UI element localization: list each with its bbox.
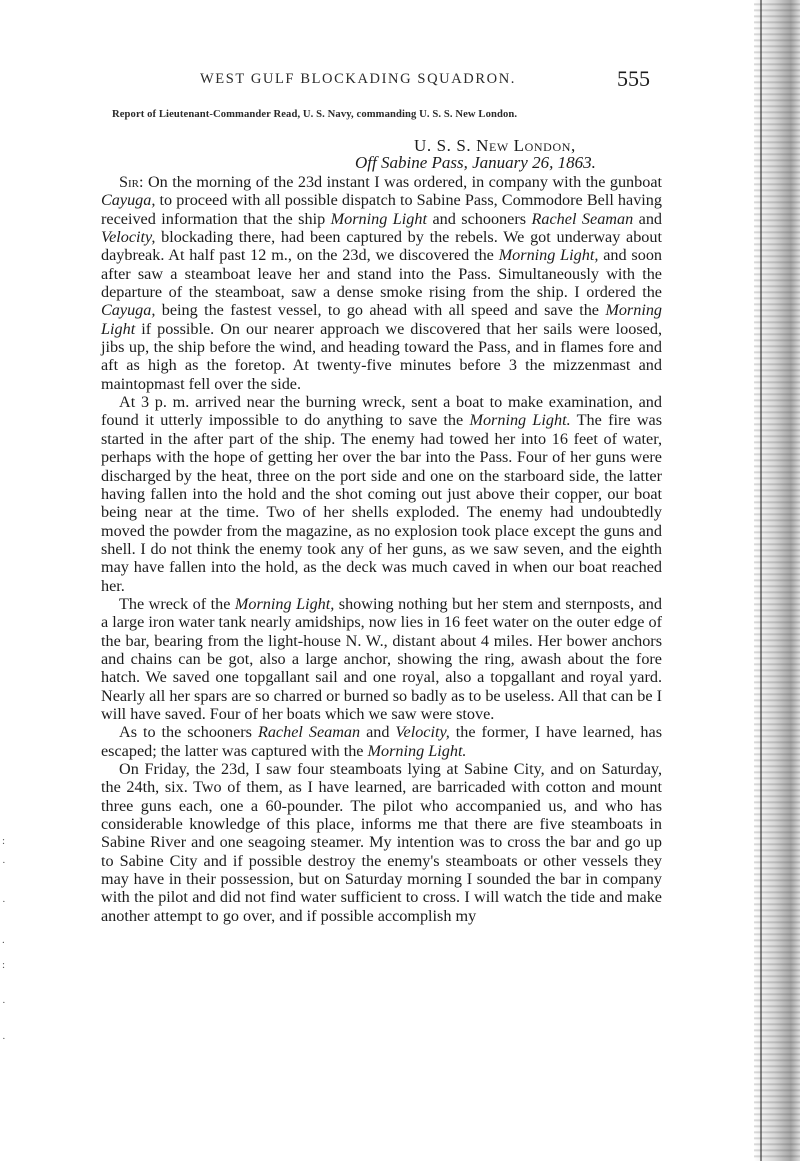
dateline-place-date: Off Sabine Pass, January 26, 1863.	[355, 153, 596, 172]
report-caption: Report of Lieutenant-Commander Read, U. S. Navy, commanding U. S. S. New London.	[112, 109, 518, 120]
page-number: 555	[617, 66, 650, 91]
margin-mark: :	[2, 959, 6, 971]
margin-mark: ·	[2, 857, 6, 869]
paragraph: At 3 p. m. arrived near the burning wreck, sent a boat to make examination, and found it utterly impossible to do anything to save the Morning Light. The fire was started in the after part of the ship. The enemy had towed her into 16 feet of water, perhaps with the hope of getting her over the bar into the Pass. Four of her guns were discharged by the heat, three on the port side and one on the starboard side, the latter having fallen into the hold and the shot coming out just above their copper, our boat being near at the time. Two of her shells exploded. The enemy had undoubtedly moved the powder from the magazine, as no explosion took place except the guns and shell. I do not think the enemy took any of her guns, as we saw seven, and the eighth may have fallen into the hold, as the deck was much caved in when our boat reached her.	[101, 393, 662, 595]
margin-mark: ·	[2, 1033, 6, 1045]
margin-mark: ·	[2, 896, 6, 908]
margin-mark: .	[2, 934, 5, 946]
margin-mark: ·	[2, 997, 6, 1009]
margin-mark: :	[2, 835, 6, 847]
paragraph: On Friday, the 23d, I saw four steamboats lying at Sabine City, and on Saturday, the 24th, six. Two of them, as I have learned, are barricaded with cotton and mount three guns each, one a 60-pounder. The pilot who accompanied us, and who has considerable knowledge of this place, informs me that there are five steamboats in Sabine River and one seagoing steamer. My intention was to cross the bar and go up to Sabine City and if possible destroy the enemy's steamboats or other vessels they may have in their possession, but on Saturday morning I sounded the bar in company with the pilot and did not find water sufficient to cross. I will watch the tide and make another attempt to go over, and if possible accomplish my	[101, 760, 662, 925]
paragraph: As to the schooners Rachel Seaman and Velocity, the former, I have learned, has escaped; the latter was captured with the Morning Light.	[101, 723, 663, 760]
dateline-ship: U. S. S. New London,	[414, 136, 576, 155]
paragraph: The wreck of the Morning Light, showing nothing but her stem and sternposts, and a large iron water tank nearly amidships, now lies in 16 feet water on the outer edge of the bar, bearing from the light-house N. W., distant about 4 miles. Her bower anchors and chains can be got, also a large anchor, showing the ring, awash about the fore hatch. We saved one topgallant sail and one royal, also a topgallant and royal yard. Nearly all her spars are so charred or burned so badly as to be useless. All that can be I will have saved. Four of her boats which we saw were stove.	[101, 594, 662, 723]
running-head: WEST GULF BLOCKADING SQUADRON.	[200, 71, 516, 87]
page-edge-line	[760, 0, 762, 1161]
report-body	[101, 173, 662, 925]
paragraph: Sir: On the morning of the 23d instant I was ordered, in company with the gunboat Cayuga, to proceed with all possible dispatch to Sabine Pass, Commodore Bell having received information that the ship Morning Light and schooners Rachel Seaman and Velocity, blockading there, had been captured by the rebels. We got underway about daybreak. At half past 12 m., on the 23d, we discovered the Morning Light, and soon after saw a steamboat leave her and stand into the Pass. Simultaneously with the departure of the steamboat, saw a dense smoke rising from the ship. I ordered the Cayuga, being the fastest vessel, to go ahead with all speed and save the Morning Light if possible. On our nearer approach we discovered that her sails were loosed, jibs up, the ship before the wind, and heading toward the Pass, and in flames fore and aft as high as the foretop. At twenty-five minutes before 3 the mizzenmast and maintopmast fell over the side.	[101, 173, 663, 393]
